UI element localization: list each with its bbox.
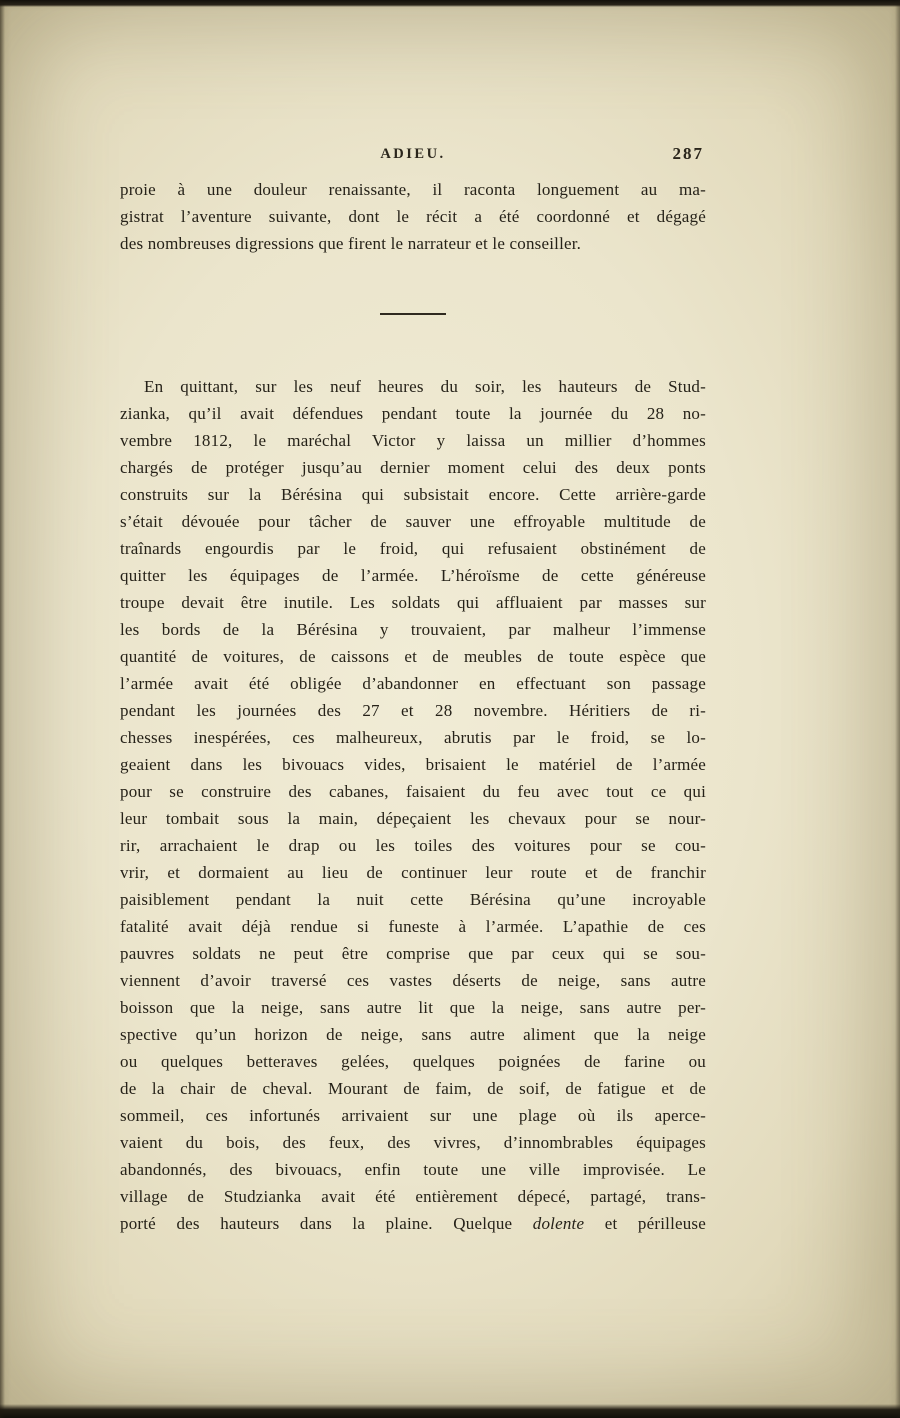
paragraph-main [120,373,706,1237]
scan-edge-top [0,0,900,7]
page-number: 287 [672,144,704,163]
text-line: zianka, qu’il avait défendues pendant toute la journée du 28 no- [120,404,706,423]
plain-text: porté des hauteurs dans la plaine. Quelque [120,1214,533,1233]
text-line: vembre 1812, le maréchal Victor y laissa un millier d’hommes [120,431,706,450]
text-line: paisiblement pendant la nuit cette Bérésina qu’une incroyable [120,890,706,909]
italic-text: dolente [532,1214,585,1233]
section-divider-rule [380,313,446,315]
text-line: vrir, et dormaient au lieu de continuer leur route et de franchir [120,863,706,882]
text-line: quantité de voitures, de caissons et de meubles de toute espèce que [120,647,706,666]
scan-edge-bottom [0,1404,900,1418]
text-line: de la chair de cheval. Mourant de faim, de soif, de fatigue et de [120,1079,706,1098]
text-line: chesses inespérées, ces malheureux, abrutis par le froid, se lo- [120,728,706,747]
text-line: pendant les journées des 27 et 28 novembre. Héritiers de ri- [120,701,706,720]
text-line: rir, arrachaient le drap ou les toiles des voitures pour se cou- [120,836,706,855]
paragraph-continuation [120,176,706,257]
text-block [120,146,706,1237]
text-line: spective qu’un horizon de neige, sans autre aliment que la neige [120,1025,706,1044]
plain-text: et périlleuse [584,1214,706,1233]
text-line: boisson que la neige, sans autre lit que la neige, sans autre per- [120,998,706,1017]
text-line: s’était dévouée pour tâcher de sauver une effroyable multitude de [120,512,706,531]
page-header [120,146,706,166]
text-line: pauvres soldats ne peut être comprise que par ceux qui se sou- [120,944,706,963]
running-title: ADIEU. [380,146,446,162]
text-line: village de Studzianka avait été entièrement dépecé, partagé, trans- [120,1187,706,1206]
text-line: pour se construire des cabanes, faisaient du feu avec tout ce qui [120,782,706,801]
text-line: ou quelques betteraves gelées, quelques poignées de farine ou [120,1052,706,1071]
text-line: proie à une douleur renaissante, il raconta longuement au ma- [120,180,706,199]
text-line: construits sur la Bérésina qui subsistait encore. Cette arrière-garde [120,485,706,504]
text-line: abandonnés, des bivouacs, enfin toute une ville improvisée. Le [120,1160,706,1179]
text-line [120,1210,706,1237]
text-line: quitter les équipages de l’armée. L’héroïsme de cette généreuse [120,566,706,585]
text-line: traînards engourdis par le froid, qui refusaient obstinément de [120,539,706,558]
text-line: fatalité avait déjà rendue si funeste à l’armée. L’apathie de ces [120,917,706,936]
text-line: geaient dans les bivouacs vides, brisaient le matériel de l’armée [120,755,706,774]
text-line: chargés de protéger jusqu’au dernier moment celui des deux ponts [120,458,706,477]
scan-edge-right [895,0,900,1418]
text-line: vaient du bois, des feux, des vivres, d’innombrables équipages [120,1133,706,1152]
text-line: des nombreuses digressions que firent le narrateur et le conseiller. [120,234,582,253]
text-line: En quittant, sur les neuf heures du soir, les hauteurs de Stud- [144,377,706,396]
text-line: leur tombait sous la main, dépeçaient les chevaux pour se nour- [120,809,706,828]
text-line: les bords de la Bérésina y trouvaient, par malheur l’immense [120,620,706,639]
scan-edge-left [0,0,5,1418]
text-line: troupe devait être inutile. Les soldats qui affluaient par masses sur [120,593,706,612]
text-line: gistrat l’aventure suivante, dont le récit a été coordonné et dégagé [120,207,706,226]
text-line: sommeil, ces infortunés arrivaient sur une plage où ils aperce- [120,1106,706,1125]
text-line: l’armée avait été obligée d’abandonner en effectuant son passage [120,674,706,693]
text-line: viennent d’avoir traversé ces vastes déserts de neige, sans autre [120,971,706,990]
